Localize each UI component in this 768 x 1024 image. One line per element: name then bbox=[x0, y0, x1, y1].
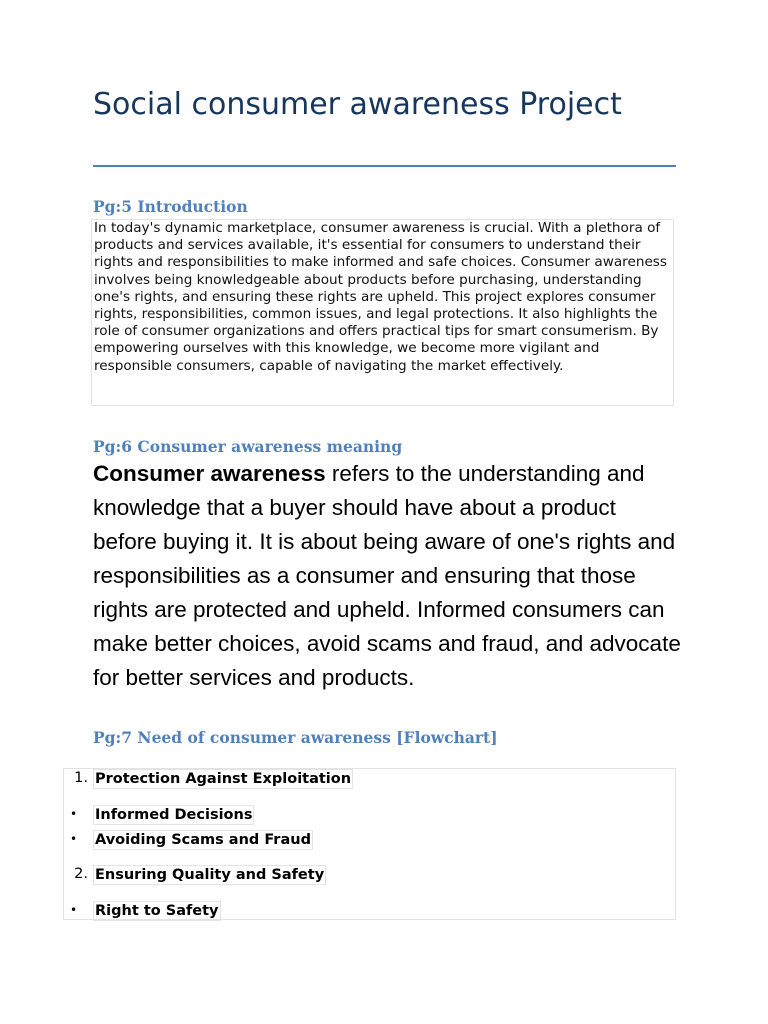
title-divider bbox=[93, 165, 676, 167]
meaning-paragraph bbox=[93, 457, 683, 695]
list-item-label: Avoiding Scams and Fraud bbox=[95, 832, 311, 848]
bullet-icon: • bbox=[70, 903, 78, 917]
need-list bbox=[63, 768, 676, 920]
list-item-label: Informed Decisions bbox=[95, 807, 253, 823]
list-item-label: Ensuring Quality and Safety bbox=[95, 867, 325, 883]
meaning-heading: Pg:6 Consumer awareness meaning bbox=[93, 437, 403, 456]
bullet-icon: • bbox=[70, 832, 78, 846]
meaning-term: Consumer awareness bbox=[93, 461, 326, 486]
intro-text-box bbox=[91, 219, 674, 406]
document-title: Social consumer awareness Project bbox=[93, 87, 622, 122]
need-heading: Pg:7 Need of consumer awareness [Flowchart] bbox=[93, 728, 498, 747]
intro-heading: Pg:5 Introduction bbox=[93, 197, 248, 216]
meaning-body: refers to the understanding and knowledge that a buyer should have about a product before buying it. It is about being aware of one's rights and responsibilities as a consumer and ensuring that those rights are protected and upheld. Informed consumers can make better choices, avoid scams and fraud, and advocate for better services and products. bbox=[93, 461, 681, 690]
list-item-label: Right to Safety bbox=[95, 903, 219, 919]
list-item-label: Protection Against Exploitation bbox=[95, 771, 352, 787]
list-number: 1. bbox=[74, 770, 88, 786]
intro-paragraph: In today's dynamic marketplace, consumer awareness is crucial. With a plethora of products and services available, it's essential for consumers to understand their rights and responsibilities to make informed and safe choices. Consumer awareness involves being knowledgeable about products before purchasing, understanding one's rights, and ensuring these rights are upheld. This project explores consumer rights, responsibilities, common issues, and legal protections. It also highlights the role of consumer organizations and offers practical tips for smart consumerism. By empowering ourselves with this knowledge, we become more vigilant and responsible consumers, capable of navigating the market effectively. bbox=[94, 220, 667, 374]
bullet-icon: • bbox=[70, 807, 78, 821]
list-number: 2. bbox=[74, 866, 88, 882]
